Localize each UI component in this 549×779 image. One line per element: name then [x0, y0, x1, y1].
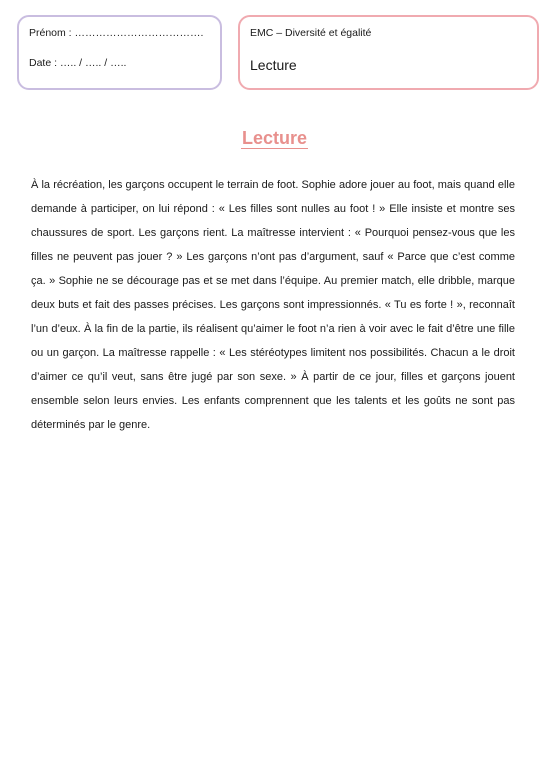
subject-label: EMC – Diversité et égalité [250, 27, 372, 39]
page-title-wrapper [0, 128, 549, 149]
student-info-box [17, 15, 222, 90]
page-title: Lecture [241, 128, 308, 148]
name-field: Prénom : ………………………………. [29, 27, 204, 39]
date-field: Date : ….. / ….. / ….. [29, 57, 127, 69]
reading-text: À la récréation, les garçons occupent le terrain de foot. Sophie adore jouer au foot, mais quand elle demande à participer, on lui répond : « Les filles sont nulles au foot ! » Elle insiste et montre ses chaussures de sport. Les garçons rient. La maîtresse intervient : « Pourquoi pensez-vous que les filles ne peuvent pas jouer ? » Les garçons n’ont pas d’argument, sauf « Parce que c’est comme ça. » Sophie ne se décourage pas et se met dans l’équipe. Au premier match, elle dribble, marque deux buts et fait des passes précises. Les garçons sont impressionnés. « Tu es forte ! », reconnaît l’un d’eux. À la fin de la partie, ils réalisent qu’aimer le foot n’a rien à voir avec le fait d’être une fille ou un garçon. La maîtresse rappelle : « Les stéréotypes limitent nos possibilités. Chacun a le droit d’aimer ce qu’il veut, sans être jugé par son sexe. » À partir de ce jour, filles et garçons jouent ensemble selon leurs envies. Les enfants comprennent que les talents et les goûts ne sont pas déterminés par le genre. [31, 179, 515, 431]
header-lesson-title: Lecture [250, 57, 297, 73]
subject-info-box [238, 15, 539, 90]
